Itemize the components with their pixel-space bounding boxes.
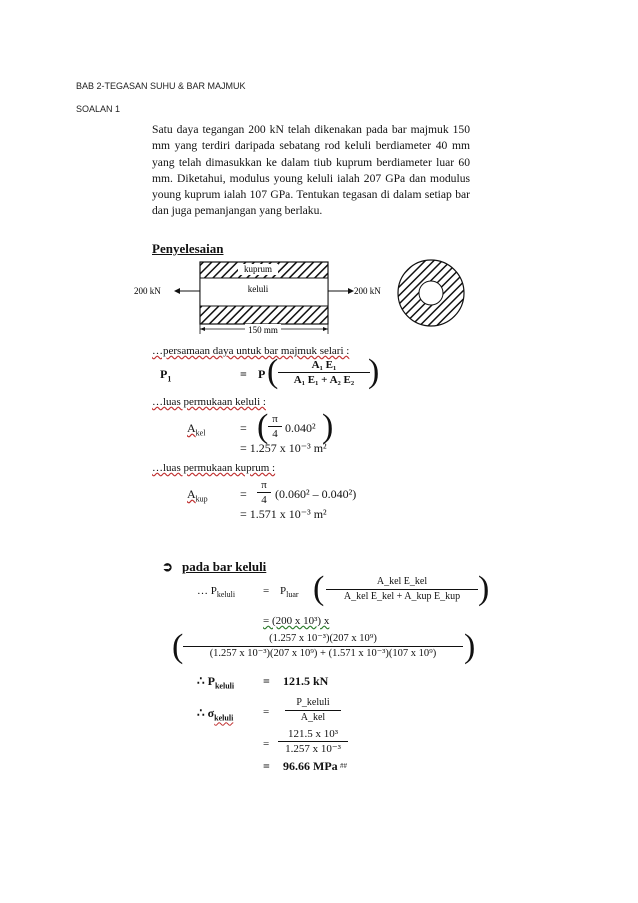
step2-result: = 1.257 x 10⁻³ m² <box>240 441 327 455</box>
sigma-equals: = <box>263 706 270 718</box>
step2-lhs: $A_{kel}$ <box>187 421 206 438</box>
solution-heading: Penyelesaian <box>152 241 224 256</box>
step1-fraction: $\frac{\text{A₁ E₁}}{\text{A₁ E₁ + A₂ E₂}}$ <box>278 358 370 387</box>
pkeluli-fraction: A_kel E_kel A_kel E_kel + A_kup E_kup <box>326 575 478 604</box>
step3-lhs: $A_{kup}$ <box>187 487 208 504</box>
step2-pi-fraction: $\frac{\pi}{4}$ <box>268 412 282 441</box>
sigma-equals-2: = <box>263 738 270 750</box>
keluli-label: keluli <box>247 284 269 294</box>
pluar: $P_{luar}$ <box>280 585 299 600</box>
numeric-paren-right: ) <box>464 628 476 665</box>
answer-mark: ## <box>340 762 347 770</box>
step3-pi-fraction: $\frac{\pi}{4}$ <box>257 478 271 507</box>
sigma-equals-3: = <box>263 759 270 773</box>
step1-paren-right: ) <box>368 353 380 390</box>
step3-result: = 1.571 x 10⁻³ m² <box>240 507 327 521</box>
pkeluli-result-equals: = <box>263 674 270 688</box>
step2-intro: …luas permukaan keluli : <box>152 396 266 408</box>
step2-paren-right: ) <box>322 408 334 445</box>
pkeluli-paren-left: ( <box>313 570 325 607</box>
step3-intro: …luas permukaan kuprum : <box>152 462 276 474</box>
sigma-numeric-fraction: $\frac{\text{121.5 x 10³}}{\text{1.257 x 10⁻³}}$ <box>278 727 348 756</box>
sigma-fraction: P_keluli A_kel <box>285 696 341 725</box>
step1-equals: = <box>240 367 247 381</box>
step1-paren-left: ( <box>267 353 279 390</box>
step2-equals: = <box>240 421 247 435</box>
step1-lhs: $P_1$ <box>160 367 172 384</box>
step1-p: P <box>258 367 266 381</box>
composite-bar-diagram <box>130 258 470 340</box>
step3-equals: = <box>240 487 247 501</box>
step3-expression: (0.060² – 0.040²) <box>275 487 357 501</box>
pkeluli-lhs: … $P_{keluli}$ <box>197 585 236 600</box>
sigma-result: 96.66 MPa <box>283 759 338 773</box>
force-substitution: = (200 x 10³) x <box>263 615 330 627</box>
step2-paren-left: ( <box>257 408 269 445</box>
length-label: 150 mm <box>248 325 278 335</box>
pkeluli-result: 121.5 kN <box>283 674 329 688</box>
numeric-paren-left: ( <box>172 628 184 665</box>
step1-intro: …persamaan daya untuk bar majmuk selari : <box>152 345 350 357</box>
question-label: SOALAN 1 <box>76 104 121 114</box>
numeric-fraction: $\frac{\text{(1.257 x 10⁻³)(207 x 10⁹)}}{\text{(1.257 x 10⁻³)(207 x 10⁹) + (1.571 x 10⁻³)(107 x 10⁹)}}$ <box>183 632 463 661</box>
document-title: BAB 2-TEGASAN SUHU & BAR MAJMUK <box>76 81 246 91</box>
pkeluli-result-lhs: ∴ $P_{keluli}$ <box>197 674 235 691</box>
right-force-label: 200 kN <box>354 286 381 296</box>
sigma-lhs: ∴ $\sigma_{keluli}$ <box>197 706 234 723</box>
kuprum-label: kuprum <box>244 264 272 274</box>
arrow-bullet-icon: ➲ <box>162 559 173 574</box>
pkeluli-equals: = <box>263 585 270 597</box>
step2-expression: 0.040² <box>285 421 316 435</box>
pkeluli-paren-right: ) <box>478 570 490 607</box>
left-force-label: 200 kN <box>134 286 161 296</box>
section-heading-keluli: pada bar keluli <box>182 559 267 574</box>
problem-statement: Satu daya tegangan 200 kN telah dikenakan pada bar majmuk 150 mm yang terdiri daripada sebatang rod keluli berdiameter 40 mm yang telah dimasukkan ke dalam tiub kuprum berdiameter luar 60 mm. Diketahui, modulus young keluli ialah 207 GPa dan modulus young kuprum ialah 107 GPa. Tentukan tegasan di dalam setiap bar dan juga pemanjangan yang berlaku. <box>152 123 470 218</box>
cross-section <box>398 260 464 326</box>
